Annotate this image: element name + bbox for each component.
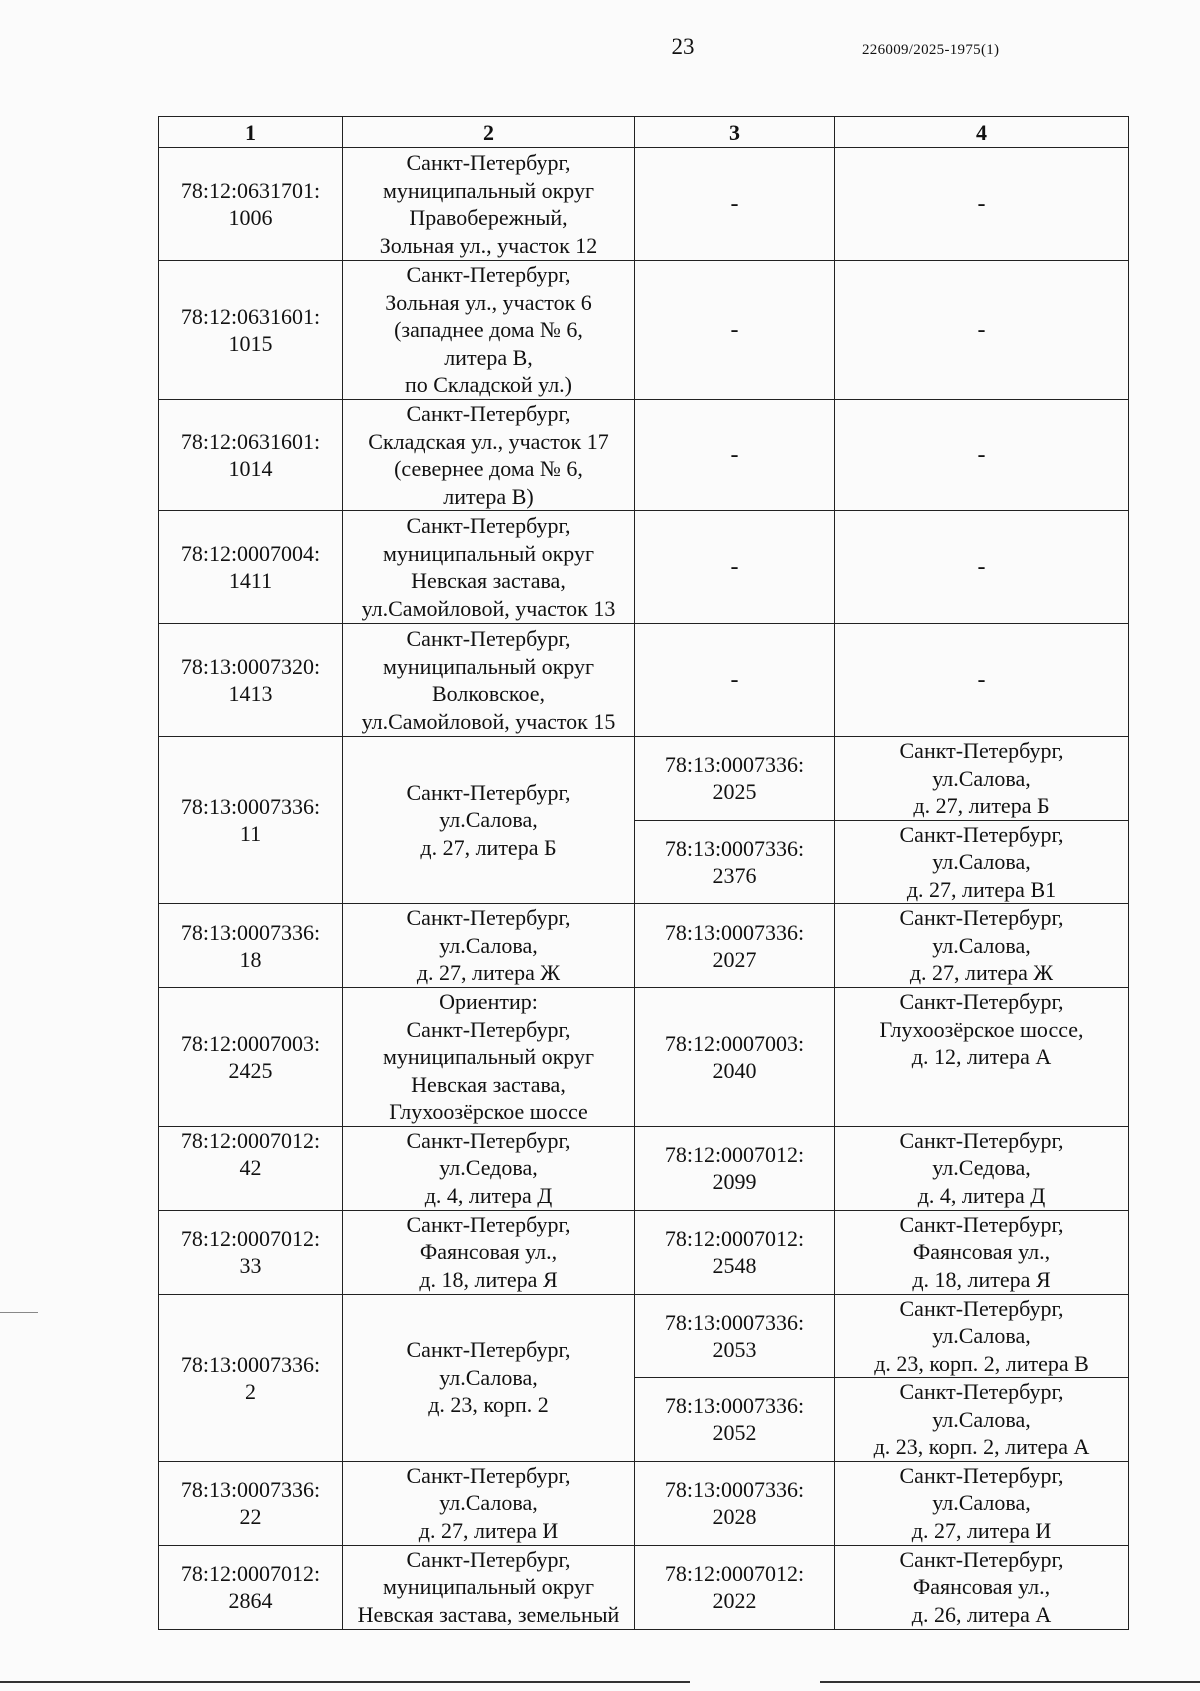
building-address-cell: Санкт-Петербург, ул.Салова, д. 27, литера Б: [835, 737, 1129, 821]
building-address-cell: -: [835, 400, 1129, 511]
address-cell: Санкт-Петербург, ул.Салова, д. 23, корп. 2: [343, 1294, 635, 1461]
cadastral-number-cell: 78:12:0007012: 2864: [159, 1545, 343, 1629]
building-address-cell: Санкт-Петербург, Фаянсовая ул., д. 18, литера Я: [835, 1210, 1129, 1294]
address-cell: Санкт-Петербург, ул.Седова, д. 4, литера Д: [343, 1126, 635, 1210]
address-cell: Санкт-Петербург, муниципальный округ Волковское, ул.Самойловой, участок 15: [343, 624, 635, 737]
table-row: [159, 988, 1129, 1127]
cadastral-number-cell: 78:13:0007336: 22: [159, 1461, 343, 1545]
table-row: [159, 400, 1129, 511]
address-cell: Санкт-Петербург, муниципальный округ Правобережный, Зольная ул., участок 12: [343, 148, 635, 261]
cadastral-number-cell: 78:12:0007004: 1411: [159, 511, 343, 624]
building-cadastral-cell: 78:12:0007012: 2022: [635, 1545, 835, 1629]
column-header-4: 4: [835, 117, 1129, 148]
column-header-3: 3: [635, 117, 835, 148]
table-header-row: [159, 117, 1129, 148]
table-row: [159, 737, 1129, 821]
building-cadastral-cell: 78:13:0007336: 2027: [635, 904, 835, 988]
building-cadastral-cell: 78:13:0007336: 2028: [635, 1461, 835, 1545]
page-number: 23: [671, 34, 695, 59]
cadastral-number-cell: 78:12:0631601: 1015: [159, 261, 343, 400]
address-cell: Санкт-Петербург, ул.Салова, д. 27, литера Б: [343, 737, 635, 904]
table-row: [159, 148, 1129, 261]
building-address-cell: Санкт-Петербург, ул.Салова, д. 23, корп. 2, литера В: [835, 1294, 1129, 1378]
scan-margin-mark: [0, 1312, 38, 1313]
address-cell: Санкт-Петербург, Складская ул., участок 17 (севернее дома № 6, литера В): [343, 400, 635, 511]
table-row: [159, 1461, 1129, 1545]
building-cadastral-cell: -: [635, 400, 835, 511]
building-address-cell: Санкт-Петербург, ул.Салова, д. 27, литера Ж: [835, 904, 1129, 988]
cadastral-number-cell: 78:12:0007012: 42: [159, 1126, 343, 1210]
table-row: [159, 904, 1129, 988]
building-address-cell: Санкт-Петербург, Глухоозёрское шоссе, д. 12, литера А: [835, 988, 1129, 1127]
address-cell: Санкт-Петербург, ул.Салова, д. 27, литера Ж: [343, 904, 635, 988]
address-cell: Санкт-Петербург, Фаянсовая ул., д. 18, литера Я: [343, 1210, 635, 1294]
building-cadastral-cell: 78:12:0007003: 2040: [635, 988, 835, 1127]
building-cadastral-cell: -: [635, 261, 835, 400]
column-header-1: 1: [159, 117, 343, 148]
building-address-cell: -: [835, 261, 1129, 400]
scan-bottom-edge-right: [820, 1681, 1200, 1683]
building-cadastral-cell: 78:13:0007336: 2053: [635, 1294, 835, 1378]
address-cell: Санкт-Петербург, Зольная ул., участок 6 (западнее дома № 6, литера В, по Складской ул.): [343, 261, 635, 400]
building-cadastral-cell: 78:12:0007012: 2099: [635, 1126, 835, 1210]
scan-bottom-edge: [0, 1681, 690, 1683]
cadastral-number-cell: 78:12:0631701: 1006: [159, 148, 343, 261]
cadastral-number-cell: 78:13:0007336: 18: [159, 904, 343, 988]
table-row: [159, 1294, 1129, 1378]
building-address-cell: Санкт-Петербург, ул.Седова, д. 4, литера Д: [835, 1126, 1129, 1210]
address-cell: Ориентир: Санкт-Петербург, муниципальный округ Невская застава, Глухоозёрское шоссе: [343, 988, 635, 1127]
building-cadastral-cell: 78:13:0007336: 2376: [635, 820, 835, 904]
building-address-cell: -: [835, 511, 1129, 624]
building-address-cell: Санкт-Петербург, ул.Салова, д. 23, корп. 2, литера А: [835, 1378, 1129, 1462]
building-cadastral-cell: 78:13:0007336: 2025: [635, 737, 835, 821]
cadastral-number-cell: 78:13:0007336: 11: [159, 737, 343, 904]
building-address-cell: -: [835, 148, 1129, 261]
building-cadastral-cell: 78:13:0007336: 2052: [635, 1378, 835, 1462]
document-number: 226009/2025-1975(1): [862, 42, 1000, 58]
address-cell: Санкт-Петербург, муниципальный округ Невская застава, ул.Самойловой, участок 13: [343, 511, 635, 624]
cadastral-number-cell: 78:12:0007003: 2425: [159, 988, 343, 1127]
cadastral-number-cell: 78:12:0007012: 33: [159, 1210, 343, 1294]
address-cell: Санкт-Петербург, ул.Салова, д. 27, литера И: [343, 1461, 635, 1545]
building-address-cell: Санкт-Петербург, ул.Салова, д. 27, литера В1: [835, 820, 1129, 904]
building-cadastral-cell: 78:12:0007012: 2548: [635, 1210, 835, 1294]
building-address-cell: Санкт-Петербург, ул.Салова, д. 27, литера И: [835, 1461, 1129, 1545]
building-address-cell: Санкт-Петербург, Фаянсовая ул., д. 26, литера А: [835, 1545, 1129, 1629]
table-row: [159, 511, 1129, 624]
table-row: [159, 624, 1129, 737]
building-cadastral-cell: -: [635, 624, 835, 737]
cadastral-number-cell: 78:13:0007320: 1413: [159, 624, 343, 737]
column-header-2: 2: [343, 117, 635, 148]
building-cadastral-cell: -: [635, 511, 835, 624]
table-row: [159, 261, 1129, 400]
land-plots-table: [158, 116, 1129, 1630]
table-row: [159, 1545, 1129, 1629]
cadastral-number-cell: 78:12:0631601: 1014: [159, 400, 343, 511]
building-cadastral-cell: -: [635, 148, 835, 261]
cadastral-number-cell: 78:13:0007336: 2: [159, 1294, 343, 1461]
table-row: [159, 1210, 1129, 1294]
address-cell: Санкт-Петербург, муниципальный округ Невская застава, земельный: [343, 1545, 635, 1629]
building-address-cell: -: [835, 624, 1129, 737]
table-row: [159, 1126, 1129, 1210]
